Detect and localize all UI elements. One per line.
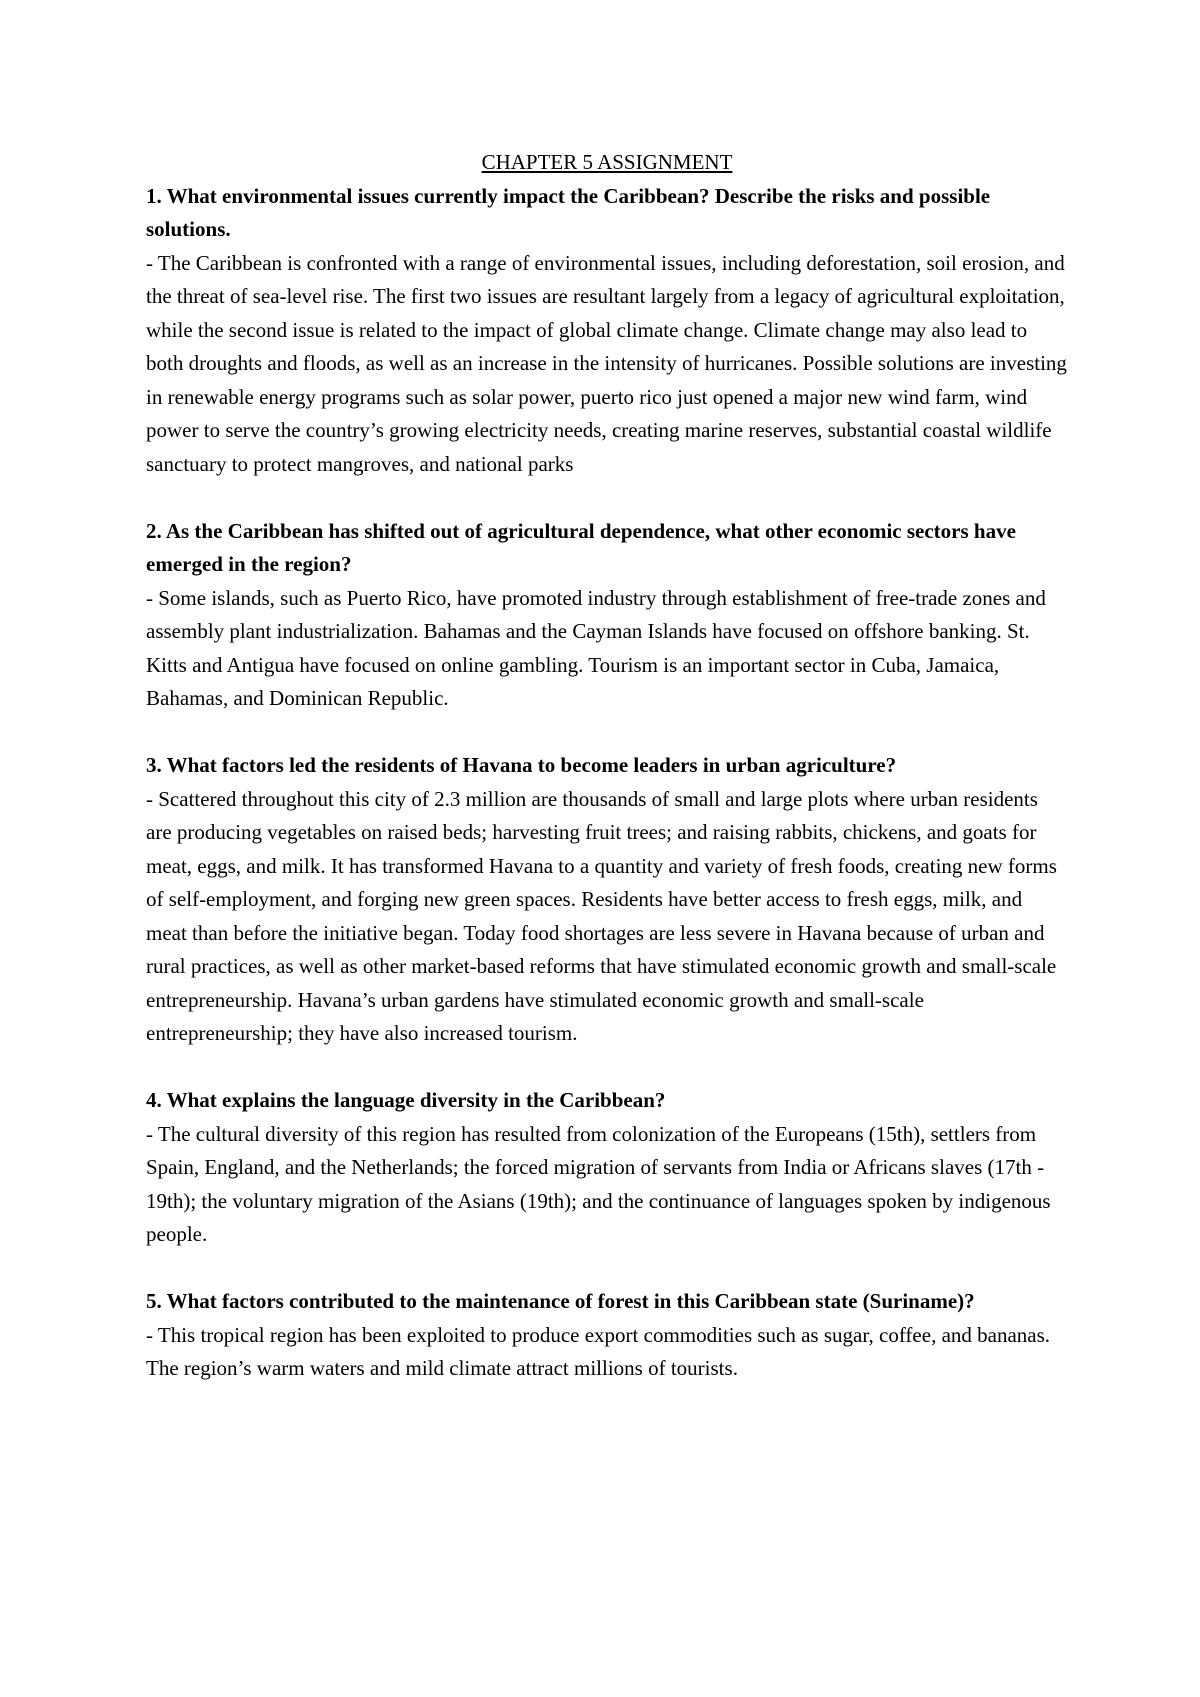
answer-1: - The Caribbean is confronted with a range of environmental issues, including deforestation, soil erosion, and the threat of sea-level rise. The first two issues are resultant largely from a legacy of agricultural exploitation, while the second issue is related to the impact of global climate change. Climate change may also lead to both droughts and floods, as well as an increase in the intensity of hurricanes. Possible solutions are investing in renewable energy programs such as solar power, puerto rico just opened a major new wind farm, wind power to serve the country’s growing electricity needs, creating marine reserves, substantial coastal wildlife sanctuary to protect mangroves, and national parks (146, 250, 1067, 476)
document-title: CHAPTER 5 ASSIGNMENT (481, 150, 733, 174)
qa-item-1 (146, 180, 1068, 482)
question-3: 3. What factors led the residents of Havana to become leaders in urban agriculture? (146, 753, 897, 777)
document-body (146, 146, 1068, 1419)
answer-5: - This tropical region has been exploited to produce export commodities such as sugar, coffee, and bananas. The region’s warm waters and mild climate attract millions of tourists. (146, 1322, 1051, 1380)
question-4: 4. What explains the language diversity in the Caribbean? (146, 1088, 666, 1112)
answer-2: - Some islands, such as Puerto Rico, have promoted industry through establishment of free-trade zones and assembly plant industrialization. Bahamas and the Cayman Islands have focused on offshore banking. St. Kitts and Antigua have focused on online gambling. Tourism is an important sector in Cuba, Jamaica, Bahamas, and Dominican Republic. (146, 585, 1046, 710)
question-5: 5. What factors contributed to the maintenance of forest in this Caribbean state (Suriname)? (146, 1289, 975, 1313)
question-1: 1. What environmental issues currently impact the Caribbean? Describe the risks and possible solutions. (146, 183, 991, 241)
answer-4: - The cultural diversity of this region has resulted from colonization of the Europeans (15th), settlers from Spain, England, and the Netherlands; the forced migration of servants from India or Africans slaves (17th - 19th); the voluntary migration of the Asians (19th); and the continuance of languages spoken by indigenous people. (146, 1121, 1051, 1246)
answer-3: - Scattered throughout this city of 2.3 million are thousands of small and large plots where urban residents are producing vegetables on raised beds; harvesting fruit trees; and raising rabbits, chickens, and goats for meat, eggs, and milk. It has transformed Havana to a quantity and variety of fresh foods, creating new forms of self-employment, and forging new green spaces. Residents have better access to fresh eggs, milk, and meat than before the initiative began. Today food shortages are less severe in Havana because of urban and rural practices, as well as other market-based reforms that have stimulated economic growth and small-scale entrepreneurship. Havana’s urban gardens have stimulated economic growth and small-scale entrepreneurship; they have also increased tourism. (146, 786, 1057, 1045)
question-2: 2. As the Caribbean has shifted out of agricultural dependence, what other economic sectors have emerged in the region? (146, 518, 1016, 576)
qa-item-5 (146, 1285, 1068, 1386)
qa-item-2 (146, 515, 1068, 716)
qa-item-3 (146, 749, 1068, 1051)
qa-item-4 (146, 1084, 1068, 1252)
